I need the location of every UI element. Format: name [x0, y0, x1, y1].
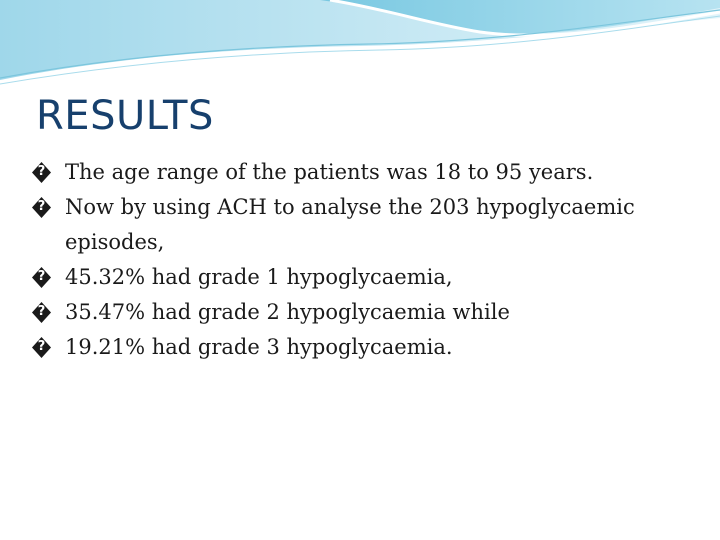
bullet-item: [32, 330, 692, 365]
bullet-text: Now by using ACH to analyse the 203 hypoglycaemic episodes,: [65, 195, 635, 254]
bullet-text: 35.47% had grade 2 hypoglycaemia while: [65, 300, 510, 324]
diamond-question-icon: [32, 337, 51, 358]
bullet-item: [32, 295, 692, 330]
bullet-item: [32, 155, 692, 190]
bullet-item: [32, 190, 692, 260]
header-wave-decoration: [0, 0, 720, 90]
bullet-list: [32, 155, 692, 365]
diamond-question-icon: [32, 197, 51, 218]
bullet-text: The age range of the patients was 18 to 95 years.: [65, 160, 594, 184]
slide-title: RESULTS: [36, 93, 214, 139]
diamond-question-icon: [32, 302, 51, 323]
diamond-question-icon: [32, 267, 51, 288]
diamond-question-icon: [32, 162, 51, 183]
bullet-text: 19.21% had grade 3 hypoglycaemia.: [65, 335, 453, 359]
bullet-item: [32, 260, 692, 295]
bullet-text: 45.32% had grade 1 hypoglycaemia,: [65, 265, 453, 289]
